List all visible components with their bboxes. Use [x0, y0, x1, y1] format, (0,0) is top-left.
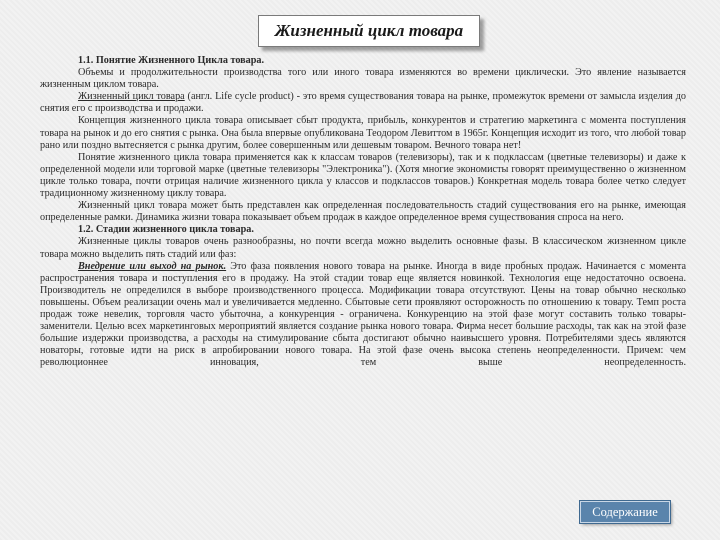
paragraph: Жизненные циклы товаров очень разнообразны, но почти всегда можно выделить основные фазы. В классическом жизненном цикле товара можно выделить пять стадий или фаз:	[40, 236, 686, 260]
term-introduction-stage: Внедрение или выход на рынок.	[78, 260, 227, 272]
paragraph-stage-introduction	[40, 261, 686, 370]
contents-button[interactable]: Содержание	[580, 501, 670, 523]
document-body	[40, 55, 686, 369]
section-heading-1-2: 1.2. Стадии жизненного цикла товара.	[78, 224, 254, 236]
paragraph-definition	[40, 91, 686, 115]
paragraph: Жизненный цикл товара может быть представлен как определенная последовательность стадий существования его на рынке, имеющая определенные рамки. Динамика жизни товара показывает объем продаж в каждое определенное время существования спроса на него.	[40, 200, 686, 224]
paragraph: Объемы и продолжительности производства того или иного товара изменяются во времени циклически. Это явление называется жизненным циклом товара.	[40, 67, 686, 91]
paragraph: Концепция жизненного цикла товара описывает сбыт продукта, прибыль, конкурентов и стратегию маркетинга с момента поступления товара на рынок и до его снятия с рынка. Она была впервые опубликована Теодором Левиттом в 1965г. Концепция исходит из того, что любой товар рано или поздно вытесняется с рынка другим, более совершенным или дешевым товаром. Вечного товара нет!	[40, 115, 686, 151]
slide-title: Жизненный цикл товара	[258, 15, 480, 47]
term-life-cycle: Жизненный цикл товара	[78, 91, 185, 103]
stage-description: Это фаза появления нового товара на рынке. Иногда в виде пробных продаж. Начинается с момента распространения товара и поступления его в продажу. На этой стадии товар еще является новинкой. Технология еще недостаточно освоена. Производитель не определился в выборе производственного процесса. Модификации товара отсутствуют. Цены на товар обычно несколько повышены. Объем реализации очень мал и увеличивается медленно. Сбытовые сети проявляют осторожность по отношению к товару. Темп роста продаж тоже невелик, торговля часто убыточна, а конкуренция - ограничена. Конкуренцию на этой фазе могут составить только товары-заменители. Целью всех маркетинговых мероприятий является создание рынка нового товара. Фирма несет большие расходы, так как на этой фазе большие издержки производства, а расходы на стимулирование сбыта достигают обычно наивысшего уровня. Потребителями здесь являются новаторы, готовые идти на риск в апробировании нового товара. На этой фазе очень высока степень неопределенности. Причем: чем революционнее инновация, тем выше неопределенность.	[40, 260, 686, 369]
definition-text: (англ. Life cycle product) - это время существования товара на рынке, промежуток времени от замысла изделия до снятия его с производства и продажи.	[40, 91, 686, 115]
section-heading-1-1: 1.1. Понятие Жизненного Цикла товара.	[78, 55, 265, 66]
paragraph: Понятие жизненного цикла товара применяется как к классам товаров (телевизоры), так и к подклассам (цветные телевизоры) и даже к определенной модели или торговой марке (цветные телевизоры "Электроника"). (Хотя многие экономисты говорят преимущественно о жизненном цикле только товара, почти отрицая наличие жизненного цикла у классов и подклассов товаров.) Конкретная модель товара более четко следует традиционному жизненному циклу товара.	[40, 151, 686, 200]
